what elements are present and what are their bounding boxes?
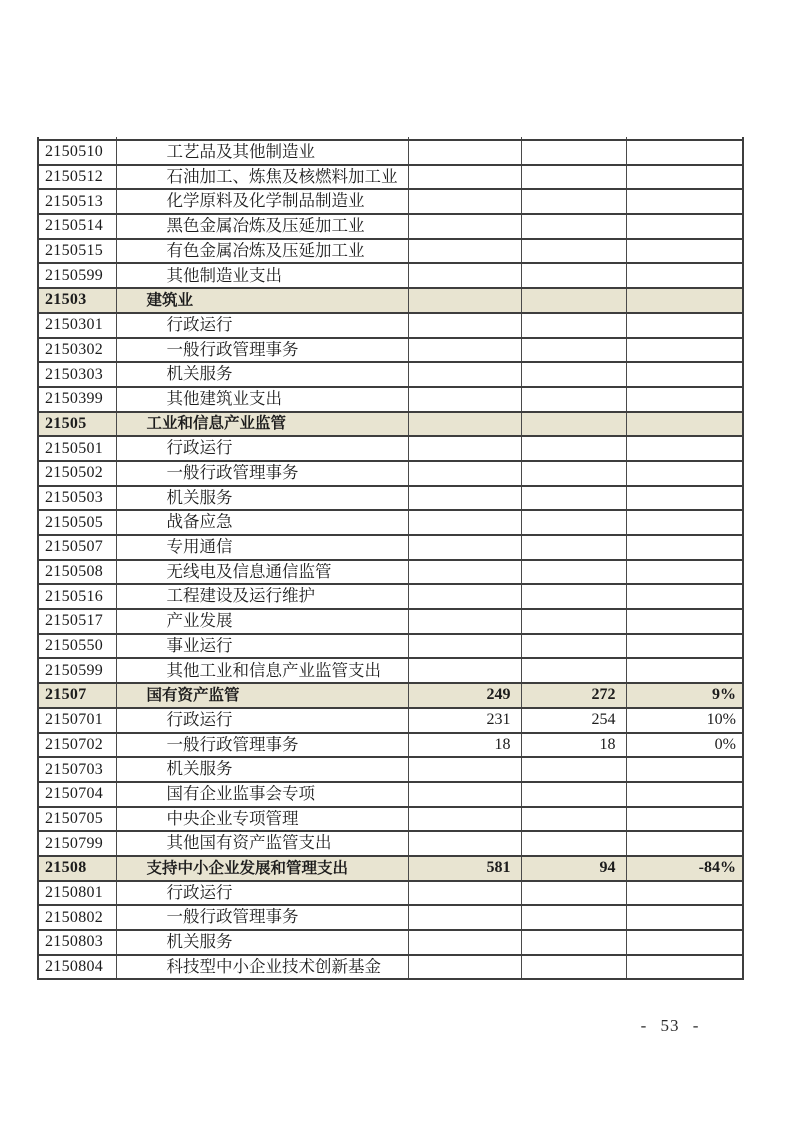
name-cell: 行政运行 — [116, 881, 408, 906]
value1-cell — [408, 362, 521, 387]
code-cell: 2150514 — [38, 214, 116, 239]
percent-cell — [626, 560, 743, 585]
value2-cell — [521, 214, 626, 239]
code-cell: 2150503 — [38, 486, 116, 511]
value1-cell — [408, 905, 521, 930]
name-cell: 无线电及信息通信监管 — [116, 560, 408, 585]
code-cell: 2150517 — [38, 609, 116, 634]
code-cell: 2150599 — [38, 263, 116, 288]
name-cell: 事业运行 — [116, 634, 408, 659]
code-cell: 2150550 — [38, 634, 116, 659]
value1-cell — [408, 436, 521, 461]
code-cell: 2150301 — [38, 313, 116, 338]
table-row — [38, 930, 743, 955]
value1-cell — [408, 658, 521, 683]
value2-cell — [521, 486, 626, 511]
name-cell: 其他建筑业支出 — [116, 387, 408, 412]
value1-cell — [408, 535, 521, 560]
table-row — [38, 239, 743, 264]
table-row — [38, 263, 743, 288]
name-cell: 化学原料及化学制品制造业 — [116, 189, 408, 214]
value1-cell — [408, 560, 521, 585]
name-cell: 一般行政管理事务 — [116, 733, 408, 758]
name-cell: 行政运行 — [116, 313, 408, 338]
percent-cell — [626, 634, 743, 659]
value2-cell — [521, 338, 626, 363]
section-row — [38, 683, 743, 708]
table-row — [38, 436, 743, 461]
code-cell: 2150704 — [38, 782, 116, 807]
value2-cell — [521, 412, 626, 437]
value1-cell — [408, 189, 521, 214]
table-row — [38, 189, 743, 214]
percent-cell — [626, 510, 743, 535]
code-cell: 2150513 — [38, 189, 116, 214]
code-cell: 2150804 — [38, 955, 116, 980]
value2-cell: 94 — [521, 856, 626, 881]
percent-cell — [626, 189, 743, 214]
table-row — [38, 905, 743, 930]
value1-cell — [408, 486, 521, 511]
value1-cell — [408, 461, 521, 486]
code-cell: 2150510 — [38, 140, 116, 165]
percent-cell — [626, 658, 743, 683]
value2-cell — [521, 609, 626, 634]
code-cell: 2150803 — [38, 930, 116, 955]
code-cell: 2150801 — [38, 881, 116, 906]
percent-cell — [626, 436, 743, 461]
name-cell: 国有资产监管 — [116, 683, 408, 708]
code-cell: 21507 — [38, 683, 116, 708]
name-cell: 专用通信 — [116, 535, 408, 560]
table-row — [38, 881, 743, 906]
value2-cell — [521, 510, 626, 535]
value1-cell — [408, 757, 521, 782]
table-row — [38, 510, 743, 535]
value2-cell — [521, 881, 626, 906]
value2-cell — [521, 436, 626, 461]
page-number: - 53 - — [640, 1016, 700, 1035]
table-row — [38, 535, 743, 560]
code-cell: 2150501 — [38, 436, 116, 461]
section-row — [38, 856, 743, 881]
value2-cell — [521, 140, 626, 165]
table-row — [38, 955, 743, 980]
code-cell: 2150799 — [38, 831, 116, 856]
value2-cell — [521, 634, 626, 659]
percent-cell — [626, 313, 743, 338]
value2-cell — [521, 263, 626, 288]
table-row — [38, 658, 743, 683]
code-cell: 21508 — [38, 856, 116, 881]
value2-cell — [521, 239, 626, 264]
value2-cell — [521, 387, 626, 412]
value2-cell — [521, 930, 626, 955]
percent-cell — [626, 757, 743, 782]
table-row — [38, 757, 743, 782]
name-cell: 一般行政管理事务 — [116, 905, 408, 930]
name-cell: 有色金属冶炼及压延加工业 — [116, 239, 408, 264]
value1-cell: 581 — [408, 856, 521, 881]
code-cell: 2150802 — [38, 905, 116, 930]
value2-cell — [521, 313, 626, 338]
code-cell: 2150399 — [38, 387, 116, 412]
value1-cell — [408, 140, 521, 165]
value1-cell — [408, 930, 521, 955]
code-cell: 2150515 — [38, 239, 116, 264]
percent-cell — [626, 140, 743, 165]
percent-cell — [626, 955, 743, 980]
percent-cell — [626, 214, 743, 239]
value1-cell: 231 — [408, 708, 521, 733]
name-cell: 行政运行 — [116, 708, 408, 733]
percent-cell — [626, 461, 743, 486]
value1-cell — [408, 782, 521, 807]
name-cell: 其他工业和信息产业监管支出 — [116, 658, 408, 683]
code-cell: 21505 — [38, 412, 116, 437]
code-cell: 2150508 — [38, 560, 116, 585]
budget-table — [37, 137, 744, 980]
table-row — [38, 560, 743, 585]
value2-cell — [521, 831, 626, 856]
value1-cell — [408, 214, 521, 239]
percent-cell — [626, 905, 743, 930]
name-cell: 支持中小企业发展和管理支出 — [116, 856, 408, 881]
table-row — [38, 486, 743, 511]
table-row — [38, 313, 743, 338]
code-cell: 2150516 — [38, 584, 116, 609]
value1-cell — [408, 239, 521, 264]
name-cell: 工业和信息产业监管 — [116, 412, 408, 437]
value2-cell — [521, 362, 626, 387]
percent-cell — [626, 362, 743, 387]
name-cell: 其他制造业支出 — [116, 263, 408, 288]
value1-cell — [408, 584, 521, 609]
code-cell: 2150505 — [38, 510, 116, 535]
percent-cell — [626, 486, 743, 511]
name-cell: 机关服务 — [116, 757, 408, 782]
name-cell: 机关服务 — [116, 930, 408, 955]
value1-cell — [408, 881, 521, 906]
value2-cell — [521, 560, 626, 585]
percent-cell — [626, 288, 743, 313]
code-cell: 2150512 — [38, 165, 116, 190]
section-row — [38, 412, 743, 437]
name-cell: 中央企业专项管理 — [116, 807, 408, 832]
name-cell: 一般行政管理事务 — [116, 461, 408, 486]
table-row — [38, 461, 743, 486]
code-cell: 2150303 — [38, 362, 116, 387]
value1-cell — [408, 807, 521, 832]
value1-cell: 249 — [408, 683, 521, 708]
name-cell: 一般行政管理事务 — [116, 338, 408, 363]
percent-cell — [626, 535, 743, 560]
percent-cell — [626, 609, 743, 634]
percent-cell: -84% — [626, 856, 743, 881]
value1-cell — [408, 263, 521, 288]
percent-cell — [626, 387, 743, 412]
code-cell: 21503 — [38, 288, 116, 313]
percent-cell — [626, 807, 743, 832]
percent-cell: 0% — [626, 733, 743, 758]
code-cell: 2150703 — [38, 757, 116, 782]
name-cell: 工艺品及其他制造业 — [116, 140, 408, 165]
code-cell: 2150507 — [38, 535, 116, 560]
name-cell: 建筑业 — [116, 288, 408, 313]
table-row — [38, 634, 743, 659]
table-row — [38, 807, 743, 832]
name-cell: 行政运行 — [116, 436, 408, 461]
table-row — [38, 165, 743, 190]
value1-cell — [408, 165, 521, 190]
percent-cell: 10% — [626, 708, 743, 733]
name-cell: 石油加工、炼焦及核燃料加工业 — [116, 165, 408, 190]
value2-cell — [521, 584, 626, 609]
code-cell: 2150502 — [38, 461, 116, 486]
value1-cell — [408, 313, 521, 338]
value2-cell — [521, 658, 626, 683]
value2-cell: 18 — [521, 733, 626, 758]
value2-cell — [521, 782, 626, 807]
table-row — [38, 140, 743, 165]
value1-cell: 18 — [408, 733, 521, 758]
table-row — [38, 214, 743, 239]
table-row — [38, 387, 743, 412]
name-cell: 黑色金属冶炼及压延加工业 — [116, 214, 408, 239]
name-cell: 产业发展 — [116, 609, 408, 634]
value1-cell — [408, 288, 521, 313]
value2-cell — [521, 807, 626, 832]
percent-cell — [626, 239, 743, 264]
table-row — [38, 584, 743, 609]
code-cell: 2150701 — [38, 708, 116, 733]
percent-cell — [626, 831, 743, 856]
percent-cell — [626, 930, 743, 955]
percent-cell: 9% — [626, 683, 743, 708]
code-cell: 2150599 — [38, 658, 116, 683]
code-cell: 2150302 — [38, 338, 116, 363]
value2-cell — [521, 165, 626, 190]
percent-cell — [626, 263, 743, 288]
code-cell: 2150702 — [38, 733, 116, 758]
name-cell: 机关服务 — [116, 362, 408, 387]
percent-cell — [626, 412, 743, 437]
value2-cell: 254 — [521, 708, 626, 733]
value1-cell — [408, 387, 521, 412]
table-row — [38, 338, 743, 363]
percent-cell — [626, 338, 743, 363]
table-row — [38, 782, 743, 807]
value1-cell — [408, 609, 521, 634]
value2-cell — [521, 757, 626, 782]
table-row — [38, 708, 743, 733]
name-cell: 科技型中小企业技术创新基金 — [116, 955, 408, 980]
value2-cell: 272 — [521, 683, 626, 708]
value2-cell — [521, 189, 626, 214]
percent-cell — [626, 584, 743, 609]
name-cell: 战备应急 — [116, 510, 408, 535]
value2-cell — [521, 955, 626, 980]
value2-cell — [521, 288, 626, 313]
section-row — [38, 288, 743, 313]
value2-cell — [521, 461, 626, 486]
value1-cell — [408, 510, 521, 535]
percent-cell — [626, 782, 743, 807]
table-row — [38, 733, 743, 758]
name-cell: 机关服务 — [116, 486, 408, 511]
value2-cell — [521, 905, 626, 930]
percent-cell — [626, 165, 743, 190]
budget-table-body — [38, 137, 743, 979]
value1-cell — [408, 634, 521, 659]
value2-cell — [521, 535, 626, 560]
code-cell: 2150705 — [38, 807, 116, 832]
table-row — [38, 362, 743, 387]
value1-cell — [408, 955, 521, 980]
value1-cell — [408, 338, 521, 363]
name-cell: 工程建设及运行维护 — [116, 584, 408, 609]
table-row — [38, 609, 743, 634]
name-cell: 国有企业监事会专项 — [116, 782, 408, 807]
value1-cell — [408, 412, 521, 437]
percent-cell — [626, 881, 743, 906]
value1-cell — [408, 831, 521, 856]
name-cell: 其他国有资产监管支出 — [116, 831, 408, 856]
table-row — [38, 831, 743, 856]
